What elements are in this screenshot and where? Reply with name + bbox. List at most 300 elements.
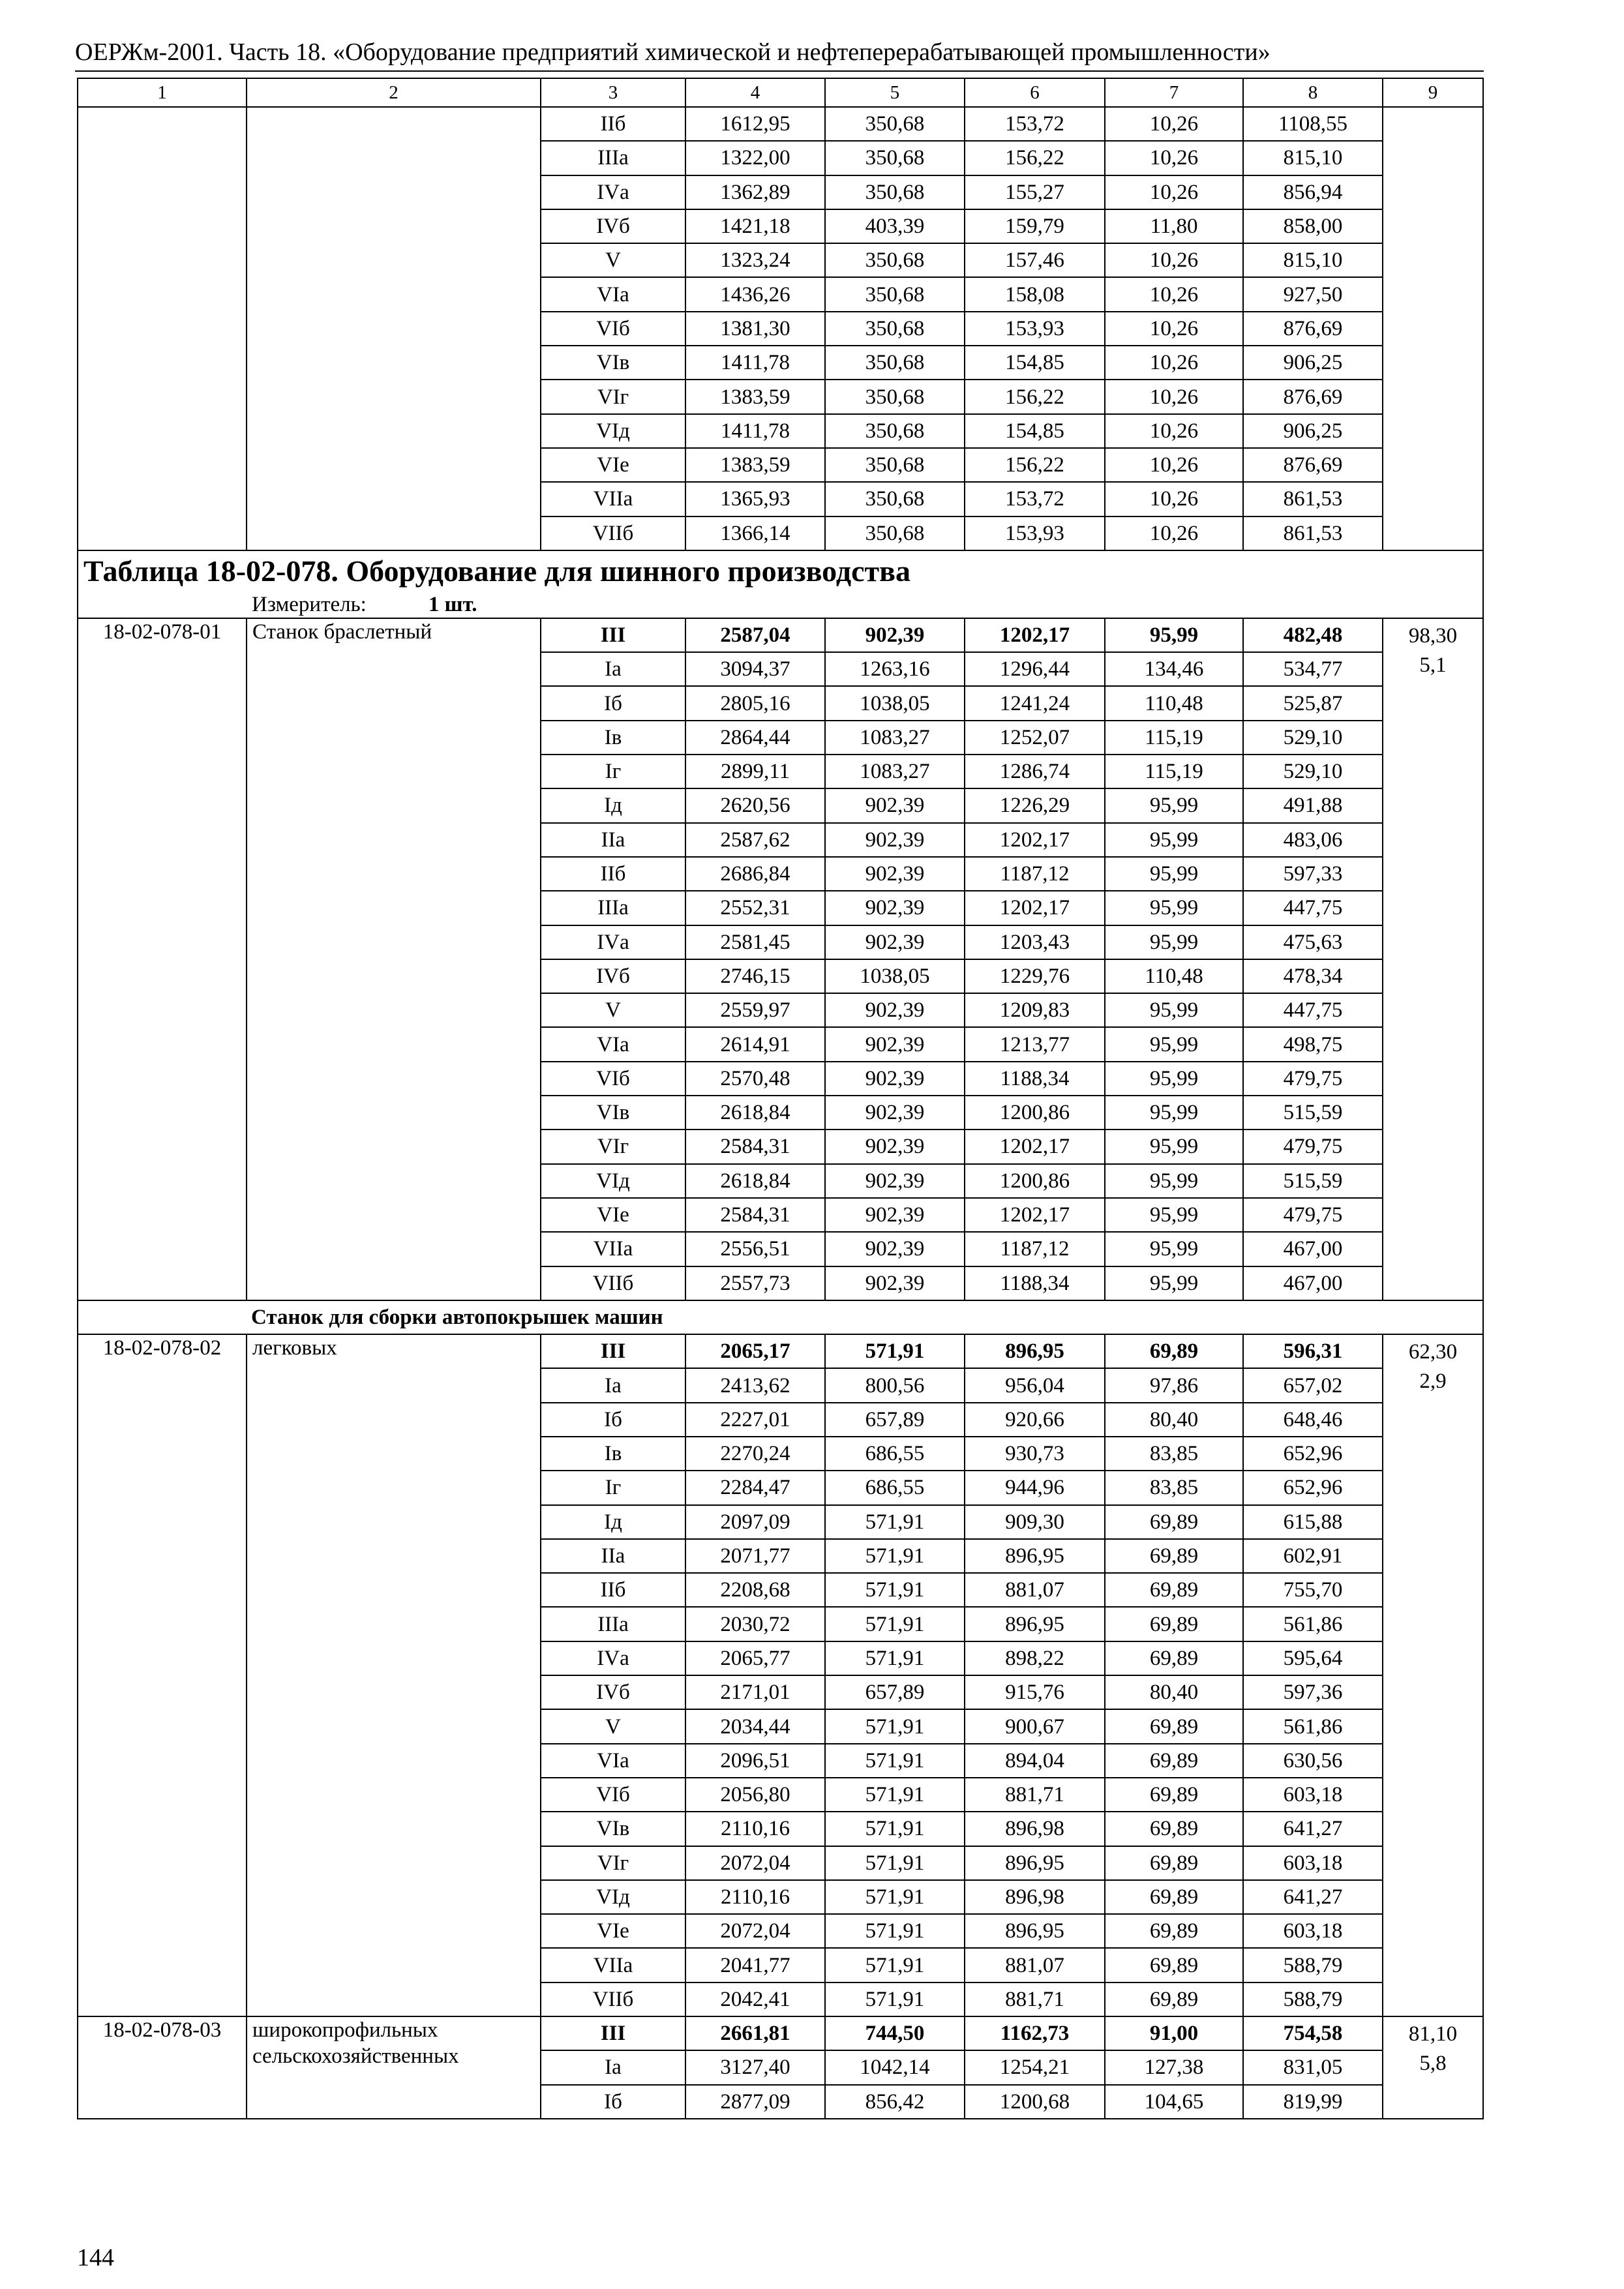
value-cell: 2208,68 <box>685 1573 825 1607</box>
value-cell: 856,42 <box>825 2085 965 2119</box>
value-cell: 657,89 <box>825 1675 965 1709</box>
value-cell: 1323,24 <box>685 243 825 277</box>
item-code-cell: 18-02-078-03 <box>78 2016 247 2119</box>
value-cell: 1411,78 <box>685 346 825 380</box>
value-cell: 571,91 <box>825 1914 965 1948</box>
zone-cell: VIа <box>541 1027 685 1061</box>
value-cell: 1229,76 <box>965 959 1105 993</box>
zone-cell: VIд <box>541 1880 685 1914</box>
value-cell: 896,95 <box>965 1607 1105 1641</box>
value-cell: 2618,84 <box>685 1164 825 1198</box>
value-cell: 350,68 <box>825 380 965 413</box>
value-cell: 80,40 <box>1105 1675 1243 1709</box>
value-cell: 902,39 <box>825 1130 965 1163</box>
value-cell: 902,39 <box>825 1062 965 1096</box>
value-cell: 2097,09 <box>685 1505 825 1539</box>
zone-cell: Iб <box>541 686 685 720</box>
value-cell: 69,89 <box>1105 1744 1243 1778</box>
value-cell: 350,68 <box>825 448 965 482</box>
zone-cell: VIIб <box>541 516 685 550</box>
column-number: 2 <box>247 78 541 107</box>
value-cell: 10,26 <box>1105 175 1243 209</box>
zone-cell: IIа <box>541 1539 685 1573</box>
value-cell: 902,39 <box>825 1164 965 1198</box>
zone-cell: Iб <box>541 1403 685 1437</box>
value-cell: 69,89 <box>1105 1914 1243 1948</box>
zone-cell: VIд <box>541 414 685 448</box>
measure-cell <box>78 591 1483 618</box>
zone-cell: IVа <box>541 925 685 959</box>
value-cell: 920,66 <box>965 1403 1105 1437</box>
value-cell: 1263,16 <box>825 652 965 686</box>
value-cell: 571,91 <box>825 1812 965 1846</box>
value-cell: 2557,73 <box>685 1266 825 1300</box>
value-cell: 153,72 <box>965 107 1105 141</box>
value-cell: 1322,00 <box>685 141 825 175</box>
value-cell: 602,91 <box>1243 1539 1383 1573</box>
value-cell: 2584,31 <box>685 1130 825 1163</box>
value-cell: 69,89 <box>1105 1846 1243 1880</box>
value-cell: 104,65 <box>1105 2085 1243 2119</box>
subheading-row <box>78 1300 1483 1334</box>
value-cell: 2581,45 <box>685 925 825 959</box>
value-cell: 902,39 <box>825 1027 965 1061</box>
value-cell: 896,95 <box>965 1914 1105 1948</box>
value-cell: 155,27 <box>965 175 1105 209</box>
table-body <box>78 78 1483 2119</box>
value-cell: 881,71 <box>965 1982 1105 2016</box>
zone-cell: Iг <box>541 755 685 788</box>
col9-cell: 5,8 <box>1383 2050 1483 2119</box>
table-row <box>78 618 1483 652</box>
value-cell: 479,75 <box>1243 1130 1383 1163</box>
value-cell: 159,79 <box>965 209 1105 243</box>
value-cell: 896,95 <box>965 1539 1105 1573</box>
col9-cell: 98,30 <box>1383 618 1483 652</box>
table-title-row <box>78 550 1483 591</box>
page-number: 144 <box>77 2244 114 2271</box>
value-cell: 603,18 <box>1243 1914 1383 1948</box>
zone-cell: Iг <box>541 1471 685 1504</box>
value-cell: 1366,14 <box>685 516 825 550</box>
zone-cell: Iа <box>541 652 685 686</box>
value-cell: 1226,29 <box>965 788 1105 822</box>
value-cell: 10,26 <box>1105 277 1243 311</box>
value-cell: 1200,68 <box>965 2085 1105 2119</box>
zone-cell: Iб <box>541 2085 685 2119</box>
value-cell: 153,72 <box>965 482 1105 516</box>
value-cell: 588,79 <box>1243 1982 1383 2016</box>
value-cell: 475,63 <box>1243 925 1383 959</box>
value-cell: 595,64 <box>1243 1641 1383 1675</box>
value-cell: 69,89 <box>1105 1778 1243 1812</box>
value-cell: 571,91 <box>825 1744 965 1778</box>
zone-cell: VIIа <box>541 1232 685 1266</box>
value-cell: 10,26 <box>1105 482 1243 516</box>
value-cell: 2620,56 <box>685 788 825 822</box>
value-cell: 686,55 <box>825 1437 965 1471</box>
value-cell: 115,19 <box>1105 755 1243 788</box>
value-cell: 3094,37 <box>685 652 825 686</box>
value-cell: 561,86 <box>1243 1607 1383 1641</box>
value-cell: 1038,05 <box>825 959 965 993</box>
value-cell: 2284,47 <box>685 1471 825 1504</box>
zone-cell: Iд <box>541 788 685 822</box>
value-cell: 2171,01 <box>685 1675 825 1709</box>
value-cell: 915,76 <box>965 1675 1105 1709</box>
zone-cell: III <box>541 1334 685 1368</box>
value-cell: 1365,93 <box>685 482 825 516</box>
value-cell: 83,85 <box>1105 1437 1243 1471</box>
column-number: 7 <box>1105 78 1243 107</box>
value-cell: 97,86 <box>1105 1368 1243 1402</box>
value-cell: 83,85 <box>1105 1471 1243 1504</box>
value-cell: 927,50 <box>1243 277 1383 311</box>
value-cell: 641,27 <box>1243 1812 1383 1846</box>
zone-cell: Iв <box>541 1437 685 1471</box>
value-cell: 69,89 <box>1105 1334 1243 1368</box>
value-cell: 944,96 <box>965 1471 1105 1504</box>
zone-cell: VIв <box>541 1096 685 1130</box>
value-cell: 110,48 <box>1105 959 1243 993</box>
item-code-cell: 18-02-078-02 <box>78 1334 247 2016</box>
value-cell: 571,91 <box>825 1778 965 1812</box>
value-cell: 900,67 <box>965 1709 1105 1743</box>
value-cell: 95,99 <box>1105 1198 1243 1232</box>
value-cell: 153,93 <box>965 312 1105 346</box>
zone-cell: Iд <box>541 1505 685 1539</box>
value-cell: 95,99 <box>1105 618 1243 652</box>
value-cell: 2899,11 <box>685 755 825 788</box>
value-cell: 154,85 <box>965 346 1105 380</box>
value-cell: 1200,86 <box>965 1164 1105 1198</box>
value-cell: 350,68 <box>825 414 965 448</box>
value-cell: 95,99 <box>1105 1027 1243 1061</box>
value-cell: 571,91 <box>825 1505 965 1539</box>
value-cell: 69,89 <box>1105 1812 1243 1846</box>
value-cell: 597,33 <box>1243 857 1383 891</box>
value-cell: 95,99 <box>1105 1096 1243 1130</box>
value-cell: 571,91 <box>825 1709 965 1743</box>
value-cell: 134,46 <box>1105 652 1243 686</box>
value-cell: 2559,97 <box>685 993 825 1027</box>
value-cell: 815,10 <box>1243 243 1383 277</box>
value-cell: 571,91 <box>825 1982 965 2016</box>
value-cell: 95,99 <box>1105 1232 1243 1266</box>
zone-cell: IVа <box>541 1641 685 1675</box>
value-cell: 652,96 <box>1243 1471 1383 1504</box>
value-cell: 902,39 <box>825 788 965 822</box>
zone-cell: VIе <box>541 448 685 482</box>
column-number: 6 <box>965 78 1105 107</box>
value-cell: 482,48 <box>1243 618 1383 652</box>
value-cell: 902,39 <box>825 1198 965 1232</box>
zone-cell: VIе <box>541 1914 685 1948</box>
value-cell: 2614,91 <box>685 1027 825 1061</box>
value-cell: 861,53 <box>1243 482 1383 516</box>
value-cell: 1187,12 <box>965 857 1105 891</box>
value-cell: 2072,04 <box>685 1914 825 1948</box>
item-name-line: широкопрофильных <box>252 2018 438 2042</box>
value-cell: 1200,86 <box>965 1096 1105 1130</box>
value-cell: 2227,01 <box>685 1403 825 1437</box>
value-cell: 1286,74 <box>965 755 1105 788</box>
value-cell: 350,68 <box>825 175 965 209</box>
column-number: 3 <box>541 78 685 107</box>
value-cell: 95,99 <box>1105 925 1243 959</box>
value-cell: 657,89 <box>825 1403 965 1437</box>
value-cell: 2587,62 <box>685 823 825 857</box>
zone-cell: VIг <box>541 1846 685 1880</box>
value-cell: 876,69 <box>1243 448 1383 482</box>
table-title: Таблица 18-02-078. Оборудование для шинного производства <box>78 550 1483 591</box>
value-cell: 571,91 <box>825 1641 965 1675</box>
column-number: 5 <box>825 78 965 107</box>
value-cell: 127,38 <box>1105 2050 1243 2084</box>
value-cell: 529,10 <box>1243 755 1383 788</box>
value-cell: 1108,55 <box>1243 107 1383 141</box>
value-cell: 11,80 <box>1105 209 1243 243</box>
value-cell: 498,75 <box>1243 1027 1383 1061</box>
value-cell: 2041,77 <box>685 1948 825 1982</box>
zone-cell: VIв <box>541 346 685 380</box>
value-cell: 2065,17 <box>685 1334 825 1368</box>
zone-cell: IIб <box>541 1573 685 1607</box>
value-cell: 467,00 <box>1243 1232 1383 1266</box>
value-cell: 641,27 <box>1243 1880 1383 1914</box>
value-cell: 110,48 <box>1105 686 1243 720</box>
item-name-cell <box>247 2016 541 2119</box>
value-cell: 902,39 <box>825 618 965 652</box>
column-number: 9 <box>1383 78 1483 107</box>
value-cell: 861,53 <box>1243 516 1383 550</box>
value-cell: 80,40 <box>1105 1403 1243 1437</box>
value-cell: 2065,77 <box>685 1641 825 1675</box>
value-cell: 1209,83 <box>965 993 1105 1027</box>
value-cell: 2056,80 <box>685 1778 825 1812</box>
zone-cell: VIIб <box>541 1266 685 1300</box>
value-cell: 2877,09 <box>685 2085 825 2119</box>
zone-cell: Iа <box>541 1368 685 1402</box>
zone-cell: VIг <box>541 380 685 413</box>
zone-cell: Iв <box>541 721 685 755</box>
value-cell: 1362,89 <box>685 175 825 209</box>
value-cell: 744,50 <box>825 2016 965 2050</box>
zone-cell: VIе <box>541 1198 685 1232</box>
value-cell: 1188,34 <box>965 1266 1105 1300</box>
column-number-row <box>78 78 1483 107</box>
value-cell: 2110,16 <box>685 1812 825 1846</box>
value-cell: 491,88 <box>1243 788 1383 822</box>
value-cell: 483,06 <box>1243 823 1383 857</box>
value-cell: 156,22 <box>965 448 1105 482</box>
value-cell: 95,99 <box>1105 1164 1243 1198</box>
value-cell: 571,91 <box>825 1573 965 1607</box>
value-cell: 1436,26 <box>685 277 825 311</box>
value-cell: 2072,04 <box>685 1846 825 1880</box>
value-cell: 909,30 <box>965 1505 1105 1539</box>
value-cell: 2552,31 <box>685 891 825 925</box>
value-cell: 1188,34 <box>965 1062 1105 1096</box>
zone-cell: IIIа <box>541 141 685 175</box>
value-cell: 1202,17 <box>965 1198 1105 1232</box>
zone-cell: III <box>541 2016 685 2050</box>
value-cell: 447,75 <box>1243 993 1383 1027</box>
value-cell: 69,89 <box>1105 1505 1243 1539</box>
value-cell: 902,39 <box>825 1266 965 1300</box>
zone-cell: IIб <box>541 857 685 891</box>
value-cell: 902,39 <box>825 823 965 857</box>
column-number: 4 <box>685 78 825 107</box>
value-cell: 95,99 <box>1105 1130 1243 1163</box>
value-cell: 350,68 <box>825 243 965 277</box>
value-cell: 115,19 <box>1105 721 1243 755</box>
table-row <box>78 1334 1483 1368</box>
value-cell: 91,00 <box>1105 2016 1243 2050</box>
table-row <box>78 107 1483 141</box>
col9-cell: 62,30 <box>1383 1334 1483 1368</box>
value-cell: 881,07 <box>965 1573 1105 1607</box>
value-cell: 902,39 <box>825 925 965 959</box>
value-cell: 2661,81 <box>685 2016 825 2050</box>
value-cell: 479,75 <box>1243 1198 1383 1232</box>
value-cell: 69,89 <box>1105 1607 1243 1641</box>
value-cell: 95,99 <box>1105 788 1243 822</box>
zone-cell: VIа <box>541 1744 685 1778</box>
value-cell: 10,26 <box>1105 141 1243 175</box>
value-cell: 896,95 <box>965 1846 1105 1880</box>
value-cell: 1381,30 <box>685 312 825 346</box>
value-cell: 69,89 <box>1105 1573 1243 1607</box>
value-cell: 1083,27 <box>825 721 965 755</box>
zone-cell: V <box>541 1709 685 1743</box>
value-cell: 350,68 <box>825 516 965 550</box>
running-header: ОЕРЖм-2001. Часть 18. «Оборудование предприятий химической и нефтеперерабатывающей промышленности» <box>75 38 1271 66</box>
value-cell: 2618,84 <box>685 1096 825 1130</box>
value-cell: 69,89 <box>1105 1539 1243 1573</box>
value-cell: 2270,24 <box>685 1437 825 1471</box>
value-cell: 1042,14 <box>825 2050 965 2084</box>
value-cell: 350,68 <box>825 141 965 175</box>
value-cell: 902,39 <box>825 993 965 1027</box>
value-cell: 2686,84 <box>685 857 825 891</box>
value-cell: 755,70 <box>1243 1573 1383 1607</box>
zone-cell: III <box>541 618 685 652</box>
measure-value: 1 шт. <box>428 592 477 616</box>
value-cell: 898,22 <box>965 1641 1105 1675</box>
zone-cell: VIб <box>541 1778 685 1812</box>
value-cell: 561,86 <box>1243 1709 1383 1743</box>
value-cell: 2864,44 <box>685 721 825 755</box>
value-cell: 2096,51 <box>685 1744 825 1778</box>
zone-cell: V <box>541 243 685 277</box>
value-cell: 571,91 <box>825 1846 965 1880</box>
value-cell: 95,99 <box>1105 857 1243 891</box>
zone-cell: VIг <box>541 1130 685 1163</box>
value-cell: 2587,04 <box>685 618 825 652</box>
value-cell: 906,25 <box>1243 346 1383 380</box>
value-cell: 603,18 <box>1243 1846 1383 1880</box>
value-cell: 467,00 <box>1243 1266 1383 1300</box>
value-cell: 157,46 <box>965 243 1105 277</box>
value-cell: 10,26 <box>1105 312 1243 346</box>
item-code-cell: 18-02-078-01 <box>78 618 247 1300</box>
table-row <box>78 2016 1483 2050</box>
item-name-cell <box>247 1334 541 2016</box>
zone-cell: IVа <box>541 175 685 209</box>
value-cell: 597,36 <box>1243 1675 1383 1709</box>
zone-cell: VIIа <box>541 482 685 516</box>
value-cell: 1202,17 <box>965 1130 1105 1163</box>
value-cell: 3127,40 <box>685 2050 825 2084</box>
value-cell: 896,98 <box>965 1880 1105 1914</box>
value-cell: 881,71 <box>965 1778 1105 1812</box>
value-cell: 2584,31 <box>685 1198 825 1232</box>
value-cell: 95,99 <box>1105 1062 1243 1096</box>
value-cell: 2030,72 <box>685 1607 825 1641</box>
value-cell: 515,59 <box>1243 1164 1383 1198</box>
item-name-cell <box>247 618 541 1300</box>
value-cell: 2042,41 <box>685 1982 825 2016</box>
value-cell: 657,02 <box>1243 1368 1383 1402</box>
value-cell: 754,58 <box>1243 2016 1383 2050</box>
value-cell: 571,91 <box>825 1880 965 1914</box>
subheading: Станок для сборки автопокрышек машин <box>78 1300 1483 1334</box>
zone-cell: VIIб <box>541 1982 685 2016</box>
value-cell: 350,68 <box>825 482 965 516</box>
value-cell: 571,91 <box>825 1334 965 1368</box>
value-cell: 1383,59 <box>685 380 825 413</box>
value-cell: 896,95 <box>965 1334 1105 1368</box>
measure-label: Измеритель: <box>252 592 367 616</box>
value-cell: 156,22 <box>965 380 1105 413</box>
value-cell: 10,26 <box>1105 516 1243 550</box>
item-name-line: Станок браслетный <box>252 620 432 644</box>
value-cell: 571,91 <box>825 1948 965 1982</box>
value-cell: 856,94 <box>1243 175 1383 209</box>
value-cell: 2746,15 <box>685 959 825 993</box>
zone-cell: VIб <box>541 312 685 346</box>
value-cell: 10,26 <box>1105 414 1243 448</box>
item-name-line: сельскохозяйственных <box>252 2044 459 2069</box>
value-cell: 1038,05 <box>825 686 965 720</box>
value-cell: 881,07 <box>965 1948 1105 1982</box>
zone-cell: VIб <box>541 1062 685 1096</box>
value-cell: 630,56 <box>1243 1744 1383 1778</box>
value-cell: 1383,59 <box>685 448 825 482</box>
value-cell: 596,31 <box>1243 1334 1383 1368</box>
value-cell: 1202,17 <box>965 823 1105 857</box>
value-cell: 10,26 <box>1105 380 1243 413</box>
value-cell: 10,26 <box>1105 346 1243 380</box>
value-cell: 153,93 <box>965 516 1105 550</box>
value-cell: 615,88 <box>1243 1505 1383 1539</box>
value-cell: 1213,77 <box>965 1027 1105 1061</box>
zone-cell: Iа <box>541 2050 685 2084</box>
value-cell: 69,89 <box>1105 1982 1243 2016</box>
value-cell: 529,10 <box>1243 721 1383 755</box>
value-cell: 479,75 <box>1243 1062 1383 1096</box>
value-cell: 1202,17 <box>965 618 1105 652</box>
value-cell: 478,34 <box>1243 959 1383 993</box>
value-cell: 956,04 <box>965 1368 1105 1402</box>
value-cell: 69,89 <box>1105 1948 1243 1982</box>
item-name-line: легковых <box>252 1336 337 1360</box>
zone-cell: VIд <box>541 1164 685 1198</box>
value-cell: 525,87 <box>1243 686 1383 720</box>
zone-cell: IIIа <box>541 1607 685 1641</box>
value-cell: 2110,16 <box>685 1880 825 1914</box>
